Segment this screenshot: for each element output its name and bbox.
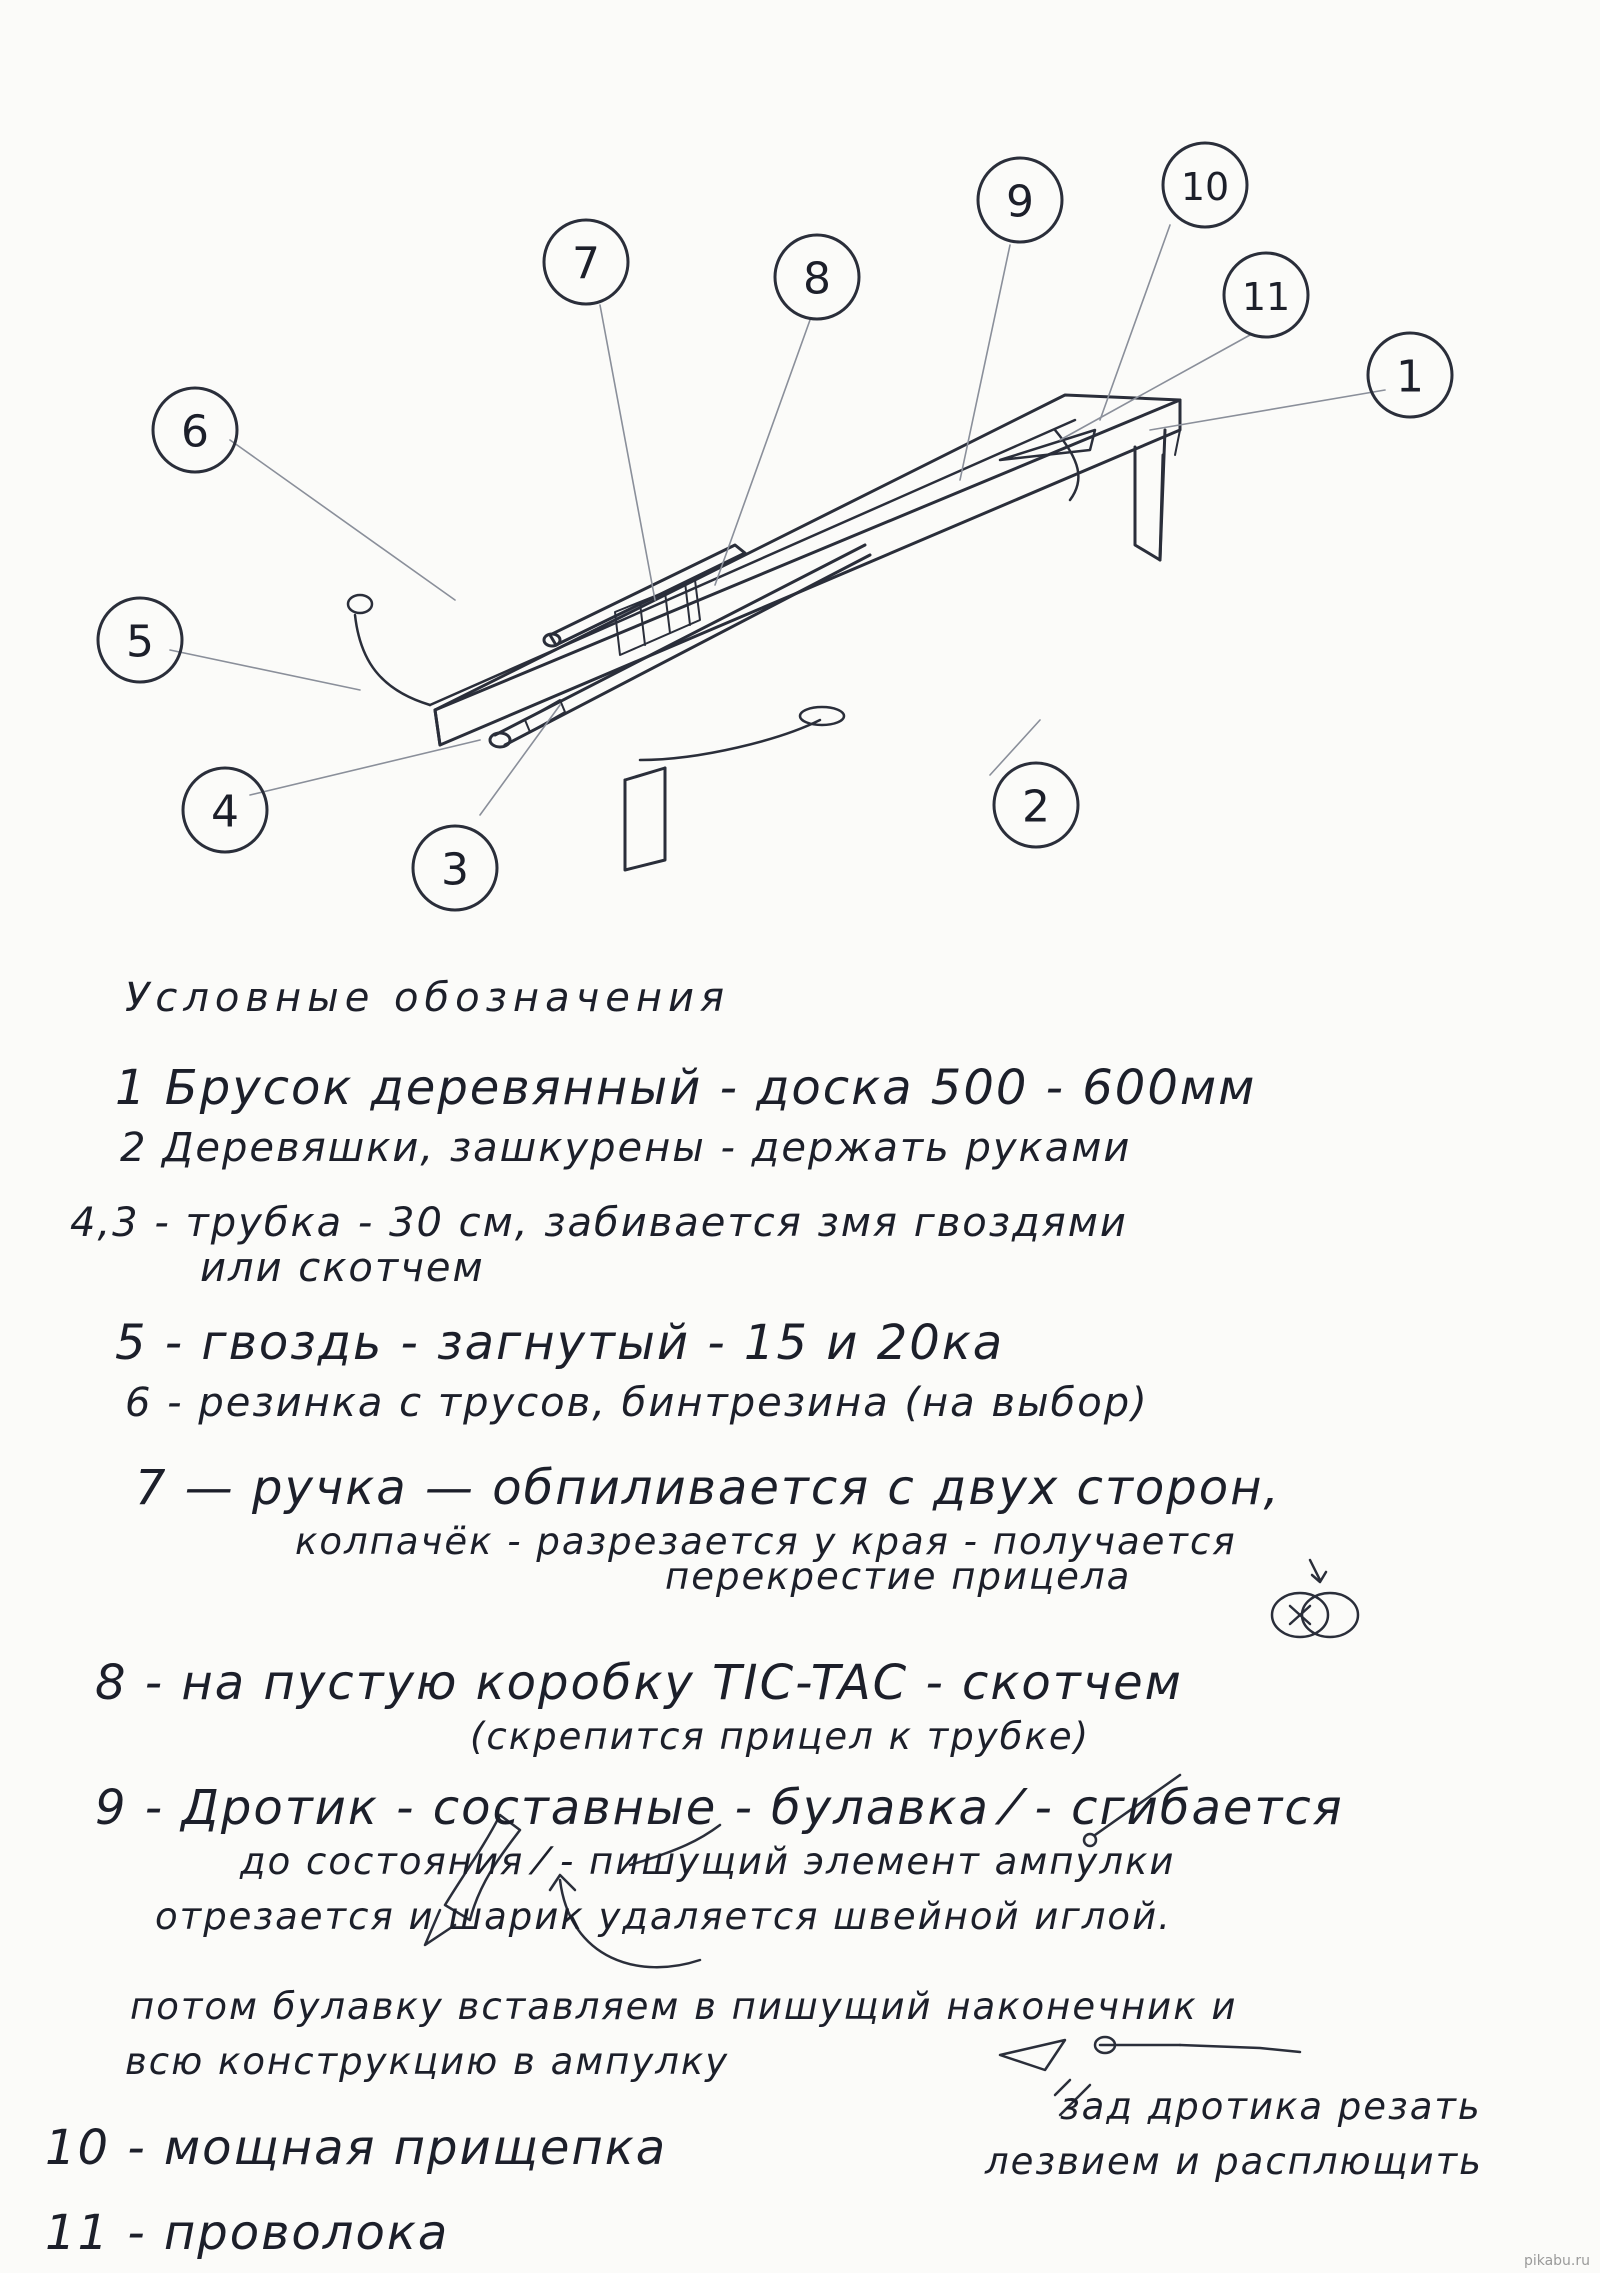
- legend-item-7-cont2: перекрестие прицела: [665, 1555, 1132, 1598]
- callout-number-3: 3: [441, 844, 469, 896]
- callout-number-7: 7: [572, 238, 600, 290]
- leader-lines: [170, 225, 1385, 815]
- legend-item-9-cont6: лезвием и расплющить: [985, 2140, 1483, 2183]
- callout-number-1: 1: [1396, 351, 1424, 403]
- callout-number-6: 6: [181, 406, 209, 458]
- legend-item-9-cont1: до состояния ⁄ - пишущий элемент ампулки: [240, 1840, 1176, 1883]
- legend-item-11: 11 - проволока: [45, 2205, 450, 2261]
- legend-item-9-cont4: всю конструкцию в ампулку: [125, 2040, 730, 2083]
- legend-item-6: 6 - резинка с трусов, бинтрезина (на выбор): [125, 1380, 1149, 1426]
- legend-item-8-cont: (скрепится прицел к трубке): [470, 1715, 1091, 1758]
- legend-item-7-cont1: колпачёк - разрезается у края - получается: [295, 1520, 1237, 1563]
- callout-number-9: 9: [1006, 176, 1034, 228]
- legend-item-1: 1 Брусок деревянный - доска 500 - 600мм: [115, 1060, 1257, 1116]
- callout-number-8: 8: [803, 253, 831, 305]
- callout-number-4: 4: [211, 786, 239, 838]
- legend-item-9-cont3: потом булавку вставляем в пишущий наконечник и: [130, 1985, 1238, 2028]
- legend-title: Условные обозначения: [125, 975, 731, 1021]
- watermark: pikabu.ru: [1523, 2253, 1590, 2269]
- callout-number-5: 5: [126, 616, 154, 668]
- legend-item-2: 2 Деревяшки, зашкурены - держать руками: [120, 1125, 1132, 1171]
- legend-item-5: 5 - гвоздь - загнутый - 15 и 20ка: [115, 1315, 1005, 1371]
- callout-number-11: 11: [1241, 275, 1291, 319]
- legend-item-3-4: 4,3 - трубка - 30 см, забивается змя гвоздями: [70, 1200, 1128, 1246]
- callout-number-10: 10: [1180, 165, 1230, 209]
- legend-item-10: 10 - мощная прищепка: [45, 2120, 668, 2176]
- sight-cap-icon: [1272, 1560, 1358, 1637]
- sight-tube: [544, 545, 745, 655]
- board-legs: [625, 430, 1165, 870]
- legend-item-9-cont2: отрезается и шарик удаляется швейной иглой.: [155, 1895, 1172, 1938]
- legend-item-9: 9 - Дротик - составные - булавка ⁄ - сгибается: [95, 1780, 1344, 1836]
- legend-item-9-cont5: зад дротика резать: [1060, 2085, 1482, 2128]
- legend-item-3-4-cont: или скотчем: [200, 1245, 485, 1291]
- callout-number-2: 2: [1022, 781, 1050, 833]
- legend-item-8: 8 - на пустую коробку TIC-TAC - скотчем: [95, 1655, 1183, 1711]
- legend-item-7: 7 — ручка — обпиливается с двух сторон,: [135, 1460, 1281, 1516]
- callout-circles: [98, 143, 1452, 910]
